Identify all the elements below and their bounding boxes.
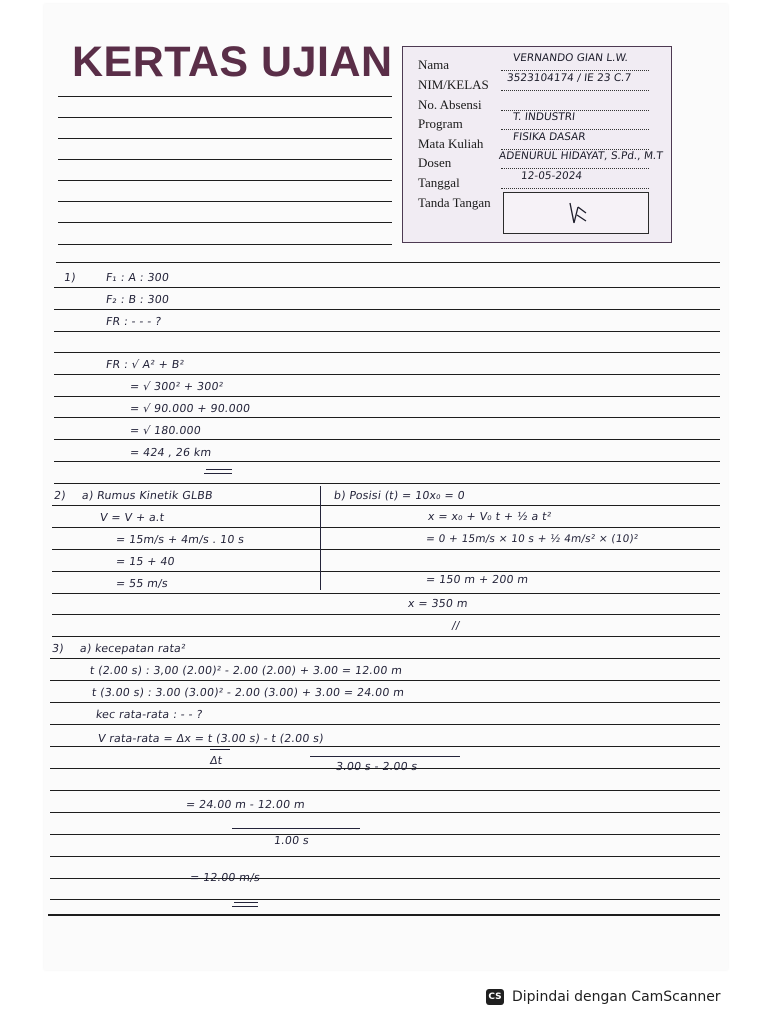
ruled-line — [54, 352, 720, 353]
ruled-line — [54, 461, 720, 462]
q3-line: t (2.00 s) : 3,00 (2.00)² - 2.00 (2.00) + 3.00 = 12.00 m — [89, 664, 404, 677]
info-label-program: Program — [418, 116, 463, 131]
ruled-line — [58, 159, 392, 160]
ruled-line — [52, 527, 720, 528]
ruled-line — [54, 287, 720, 288]
q1-work-line: = √ 180.000 — [129, 424, 202, 437]
q2a-line: V = V + a.t — [99, 511, 166, 524]
info-label-mata-kuliah: Mata Kuliah — [418, 136, 484, 151]
ruled-line — [52, 505, 720, 506]
q1-given-line: F₁ : A : 300 — [105, 271, 170, 284]
q3-line: V rata-rata = Δx = t (3.00 s) - t (2.00 s) — [97, 732, 325, 745]
info-label-absensi: No. Absensi — [418, 97, 482, 112]
q3-line: kec rata-rata : - - ? — [95, 708, 204, 721]
ruled-line — [50, 899, 720, 900]
ruled-line — [50, 834, 720, 835]
ruled-line — [50, 724, 720, 725]
q2b-result-line: x = 350 m — [407, 597, 469, 610]
q2b-line: x = x₀ + V₀ t + ½ a t² — [427, 510, 553, 523]
ruled-line — [50, 812, 720, 813]
q2-number: 2) — [53, 489, 67, 502]
q2a-line: = 15m/s + 4m/s . 10 s — [115, 533, 246, 546]
info-dots — [501, 168, 649, 169]
column-divider — [320, 486, 321, 590]
q1-given-line: FR : - - - ? — [105, 315, 163, 328]
ruled-line — [58, 96, 392, 97]
q2a-line: = 55 m/s — [115, 577, 169, 590]
result-underline — [206, 469, 232, 470]
info-value-tanggal: 12-05-2024 — [520, 170, 583, 182]
ruled-line — [50, 790, 720, 791]
q2a-title: a) Rumus Kinetik GLBB — [81, 489, 214, 502]
ruled-line — [52, 593, 720, 594]
info-value-nim: 3523104174 / IE 23 C.7 — [506, 72, 632, 84]
q1-result-line: = 424 , 26 km — [129, 446, 213, 459]
q3-result-line: = 12.00 m/s — [189, 871, 261, 884]
camscanner-icon: CS — [486, 989, 504, 1005]
info-value-dosen: ADENURUL HIDAYAT, S.Pd., M.T — [498, 150, 664, 162]
ruled-line — [54, 331, 720, 332]
q1-work-line: FR : √ A² + B² — [105, 358, 185, 371]
q3-line: t (3.00 s) : 3.00 (3.00)² - 2.00 (3.00) + 3.00 = 24.00 m — [91, 686, 406, 699]
camscanner-text: Dipindai dengan CamScanner — [512, 989, 721, 1005]
ruled-line — [54, 374, 720, 375]
ruled-line — [58, 244, 392, 245]
info-label-tanggal: Tanggal — [418, 175, 460, 190]
q1-given-line: F₂ : B : 300 — [105, 293, 170, 306]
student-info-box — [402, 46, 672, 243]
ruled-line — [54, 309, 720, 310]
ruled-line — [52, 549, 720, 550]
info-dots — [501, 90, 649, 91]
ruled-line — [58, 222, 392, 223]
page-title: KERTAS UJIAN — [72, 38, 393, 86]
q3a-title: a) kecepatan rata² — [79, 642, 187, 655]
q2b-line: = 150 m + 200 m — [425, 573, 530, 586]
ruled-line — [48, 914, 720, 916]
result-underline — [234, 902, 258, 903]
ruled-line — [50, 658, 720, 659]
ruled-line — [58, 180, 392, 181]
result-underline — [204, 473, 232, 474]
info-dots — [501, 129, 649, 130]
ruled-line — [58, 117, 392, 118]
ruled-line — [58, 138, 392, 139]
ruled-line — [54, 396, 720, 397]
q3-number: 3) — [51, 642, 65, 655]
ruled-line — [54, 439, 720, 440]
q1-number: 1) — [63, 271, 77, 284]
ruled-line — [52, 636, 720, 637]
q2b-line: = 0 + 15m/s × 10 s + ½ 4m/s² × (10)² — [425, 533, 639, 545]
ruled-line — [50, 878, 720, 879]
q2b-result-mark: // — [451, 619, 461, 632]
q3-denominator: 3.00 s - 2.00 s — [335, 760, 419, 773]
info-label-nim: NIM/KELAS — [418, 77, 489, 92]
q3-denominator: 1.00 s — [273, 834, 310, 847]
ruled-line — [52, 614, 720, 615]
signature-mark — [504, 193, 650, 235]
info-value-program: T. INDUSTRI — [512, 111, 576, 123]
ruled-line — [50, 746, 720, 747]
fraction-bar — [232, 828, 360, 829]
q2b-title: b) Posisi (t) = 10x₀ = 0 — [333, 489, 466, 502]
ruled-line — [50, 856, 720, 857]
ruled-line — [56, 262, 720, 263]
ruled-line — [54, 483, 720, 484]
ruled-line — [50, 680, 720, 681]
result-underline — [232, 906, 258, 907]
info-label-dosen: Dosen — [418, 155, 452, 170]
info-value-nama: VERNANDO GIAN L.W. — [512, 52, 629, 64]
info-label-tanda-tangan: Tanda Tangan — [418, 195, 491, 210]
info-label-nama: Nama — [418, 57, 450, 72]
fraction-bar — [310, 756, 460, 757]
camscanner-watermark — [472, 982, 760, 1012]
ruled-line — [50, 702, 720, 703]
info-value-mata-kuliah: FISIKA DASAR — [512, 131, 587, 143]
q1-work-line: = √ 300² + 300² — [129, 380, 225, 393]
ruled-line — [52, 571, 720, 572]
fraction-bar — [210, 749, 230, 750]
q3-denominator: Δt — [209, 754, 224, 767]
signature-box — [503, 192, 649, 234]
ruled-line — [58, 201, 392, 202]
info-dots — [501, 70, 649, 71]
info-dots — [501, 188, 649, 189]
ruled-line — [54, 417, 720, 418]
q3-line: = 24.00 m - 12.00 m — [185, 798, 306, 811]
q2a-line: = 15 + 40 — [115, 555, 176, 568]
q1-work-line: = √ 90.000 + 90.000 — [129, 402, 252, 415]
